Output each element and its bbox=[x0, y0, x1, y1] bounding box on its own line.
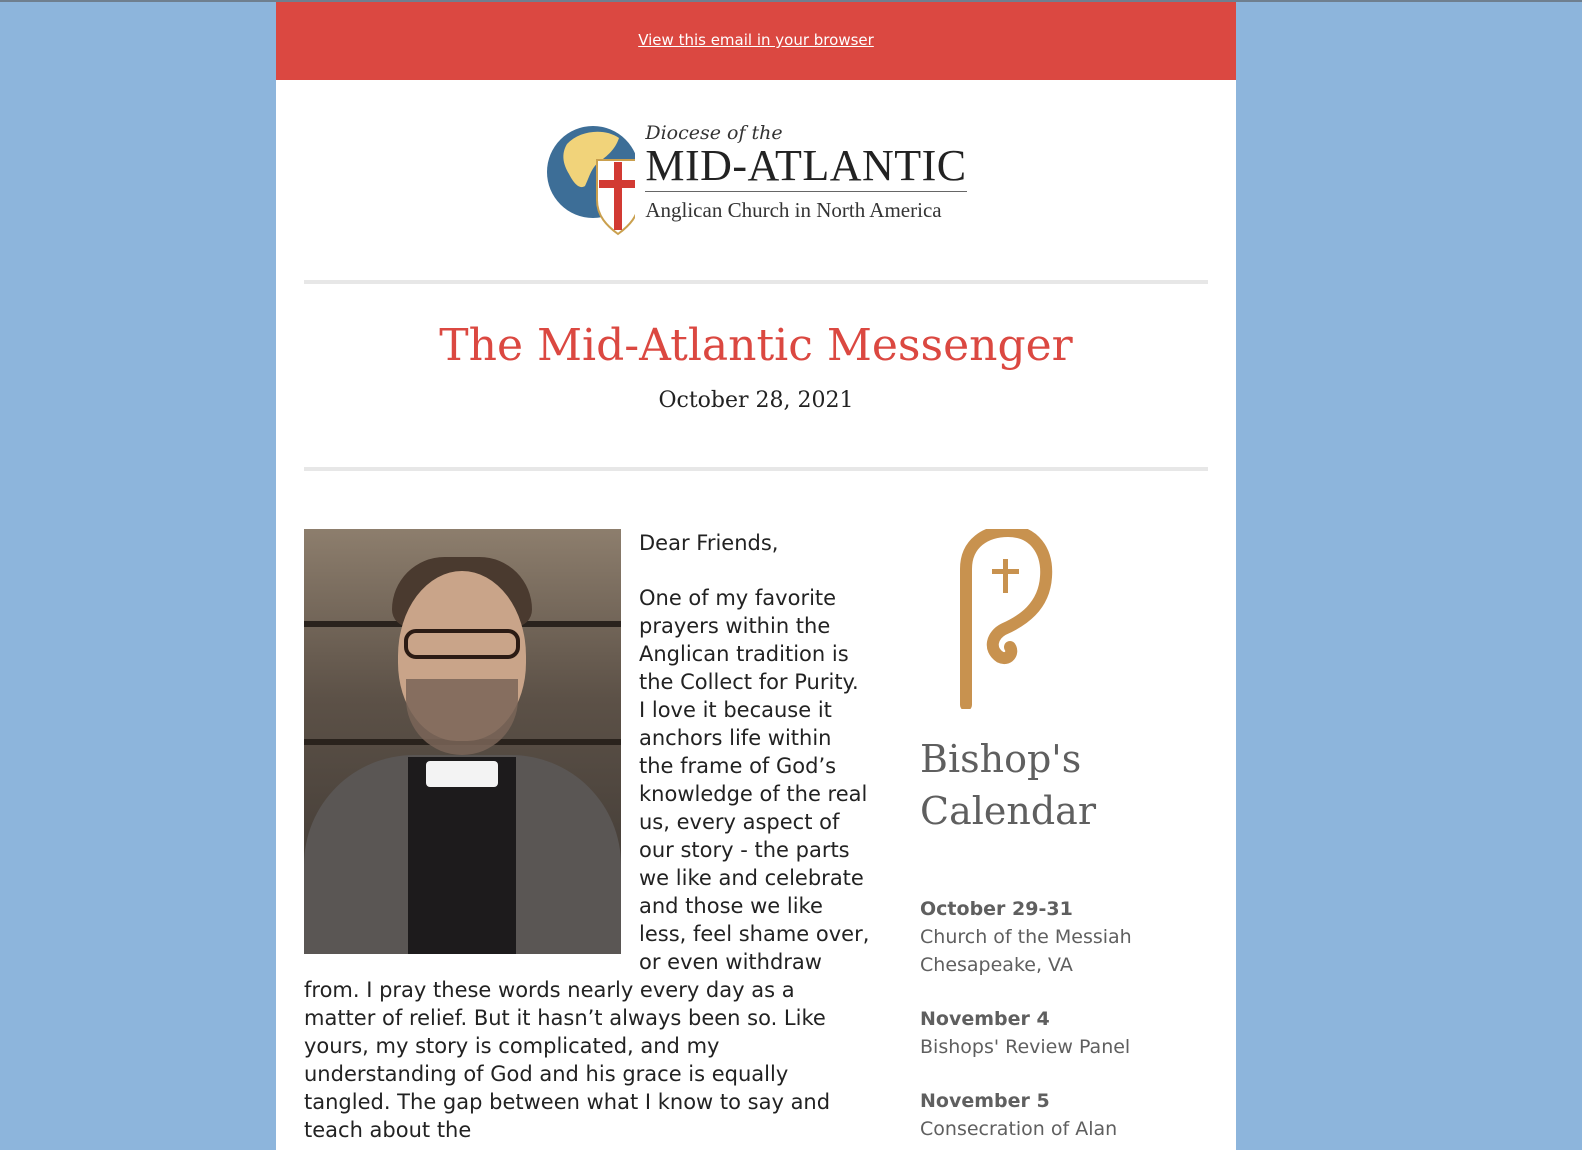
event-line: Bishops' Review Panel bbox=[920, 1036, 1131, 1058]
letter-column bbox=[304, 529, 870, 1150]
content-area bbox=[276, 471, 1236, 1150]
event-date: November 4 bbox=[920, 1008, 1050, 1030]
email-container bbox=[276, 2, 1236, 1150]
logo-name-line: MID-ATLANTIC bbox=[645, 140, 967, 190]
logo-diocese-line: Diocese of the bbox=[645, 121, 783, 144]
globe-shield-icon bbox=[545, 116, 635, 236]
newsletter-date: October 28, 2021 bbox=[658, 388, 854, 413]
calendar-events bbox=[920, 895, 1208, 1143]
letter-body: One of my favorite prayers within the Anglican tradition is the Collect for Purity. I love it because it anchors life within the frame of God’s knowledge of the real us, every aspect of our story - the parts we like and celebrate and those we like less, feel shame over, or even withdraw from. I pray these words nearly every day as a matter of relief. But it hasn’t always been so. Like yours, my story is complicated, and my understanding of God and his grace is equally tangled. The gap between what I know to say and teach about the bbox=[304, 586, 870, 1142]
view-in-browser-link[interactable]: View this email in your browser bbox=[638, 31, 874, 49]
calendar-title bbox=[920, 733, 1208, 837]
event-date: October 29-31 bbox=[920, 898, 1073, 920]
logo-text bbox=[645, 122, 966, 223]
letter-greeting: Dear Friends, bbox=[639, 531, 779, 555]
event-line: Consecration of Alan bbox=[920, 1118, 1118, 1140]
calendar-title-line1: Bishop's bbox=[920, 737, 1082, 781]
top-banner bbox=[276, 2, 1236, 80]
calendar-event bbox=[920, 895, 1208, 979]
calendar-title-line2: Calendar bbox=[920, 789, 1097, 833]
diocese-logo[interactable] bbox=[545, 116, 966, 236]
photo-clerical-collar bbox=[426, 761, 498, 787]
bishop-photo bbox=[304, 529, 621, 954]
event-line: Church of the Messiah bbox=[920, 926, 1132, 948]
calendar-event bbox=[920, 1087, 1208, 1143]
logo-church-line: Anglican Church in North America bbox=[645, 197, 942, 222]
photo-glasses bbox=[404, 629, 520, 659]
calendar-event bbox=[920, 1005, 1208, 1061]
logo-row bbox=[276, 80, 1236, 280]
title-block bbox=[276, 284, 1236, 467]
event-line: Chesapeake, VA bbox=[920, 954, 1073, 976]
newsletter-title: The Mid-Atlantic Messenger bbox=[439, 320, 1073, 371]
bishops-calendar-sidebar bbox=[920, 529, 1208, 1150]
crozier-icon bbox=[948, 529, 1208, 713]
event-date: November 5 bbox=[920, 1090, 1050, 1112]
